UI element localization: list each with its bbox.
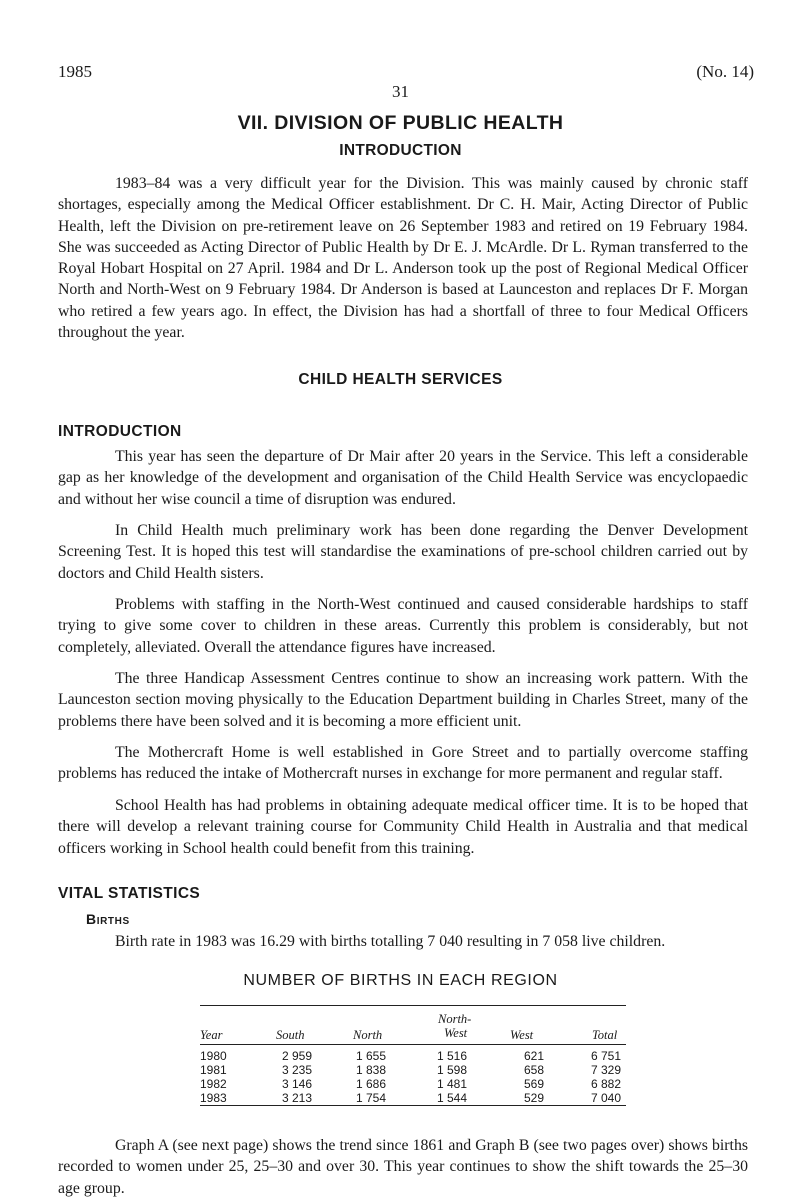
- row-1983-south: 3 213: [282, 1091, 313, 1105]
- row-1982-south: 3 146: [282, 1077, 313, 1091]
- child-health-title: CHILD HEALTH SERVICES: [298, 371, 503, 388]
- col-header-south: South: [276, 1028, 305, 1042]
- row-1982-west: 569: [524, 1077, 545, 1091]
- col-header-north: North: [353, 1028, 383, 1042]
- header-issue-number: (No. 14): [696, 62, 754, 81]
- row-1981-west: 658: [524, 1063, 545, 1077]
- row-1980-west: 621: [524, 1049, 545, 1063]
- row-1980-year: 1980: [200, 1049, 227, 1063]
- births-table-title: NUMBER OF BIRTHS IN EACH REGION: [243, 972, 558, 989]
- col-header-northwest-line2: West: [444, 1026, 468, 1040]
- col-header-total: Total: [592, 1028, 618, 1042]
- child-paragraph-5: The Mothercraft Home is well established in Gore Street and to partially overcome staffing problems has reduced the intake of Mothercraft nurses in exchange for more permanent and regular staff.: [58, 744, 748, 783]
- col-header-year: Year: [200, 1028, 223, 1042]
- row-1981-year: 1981: [200, 1063, 227, 1077]
- child-introduction-title: INTRODUCTION: [58, 423, 182, 440]
- row-1983-year: 1983: [200, 1091, 227, 1105]
- col-header-west: West: [510, 1028, 534, 1042]
- row-1983-total: 7 040: [591, 1091, 622, 1105]
- child-paragraph-4: The three Handicap Assessment Centres continue to show an increasing work pattern. With the Launceston section moving physically to the Education Department building in Charles Street, many of the problems there have been solved and it is becoming a more efficient unit.: [58, 670, 748, 730]
- child-paragraph-3: Problems with staffing in the North-West continued and caused considerable hardships to staff trying to give some cover to children in these areas. Currently this problem is considerably, but not completely, alleviated. Overall the attendance figures have increased.: [58, 596, 748, 656]
- row-1980-north: 1 655: [356, 1049, 387, 1063]
- row-1981-northwest: 1 598: [437, 1063, 468, 1077]
- row-1982-year: 1982: [200, 1077, 227, 1091]
- intro-paragraph: 1983–84 was a very difficult year for the Division. This was mainly caused by chronic staff shortages, especially among the Medical Officer establishment. Dr C. H. Mair, Acting Director of Public Health, left the Division on pre-retirement leave on 26 September 1983 and retired on 19 February 1984. She was succeeded as Acting Director of Public Health by Dr E. J. McArdle. Dr L. Ryman transferred to the Royal Hobart Hospital on 27 April. 1984 and Dr L. Anderson took up the post of Regional Medical Officer North and North-West on 9 February 1984. Dr Anderson is based at Launceston and replaces Dr F. Morgan who retired a few years ago. In effect, the Division has had a shortfall of three to four Medical Officers throughout the year.: [58, 175, 748, 342]
- births-summary: Birth rate in 1983 was 16.29 with births totalling 7 040 resulting in 7 058 live children.: [115, 933, 666, 950]
- row-1982-total: 6 882: [591, 1077, 622, 1091]
- division-title: VII. DIVISION OF PUBLIC HEALTH: [237, 112, 564, 134]
- row-1983-north: 1 754: [356, 1091, 387, 1105]
- row-1982-north: 1 686: [356, 1077, 387, 1091]
- child-paragraph-2: In Child Health much preliminary work has been done regarding the Denver Development Screening Test. It is hoped this test will standardise the examinations of pre-school children carried out by doctors and Child Health sisters.: [58, 522, 748, 582]
- row-1983-northwest: 1 544: [437, 1091, 468, 1105]
- child-paragraph-6: School Health has had problems in obtaining adequate medical officer time. It is to be hoped that there will develop a relevant training course for Community Child Health in Australia and that medical officers working in School health could benefit from this training.: [58, 797, 748, 857]
- table-bottom-rule: [200, 1105, 626, 1106]
- births-subheading: Births: [86, 911, 130, 927]
- row-1981-north: 1 838: [356, 1063, 387, 1077]
- table-header-rule: [200, 1044, 626, 1045]
- child-paragraph-1: This year has seen the departure of Dr Mair after 20 years in the Service. This left a considerable gap as her knowledge of the development and organisation of the Child Health Service was encyclopaedic and without her wise council a time of disruption was endured.: [58, 448, 748, 508]
- introduction-title: INTRODUCTION: [339, 142, 462, 159]
- row-1980-northwest: 1 516: [437, 1049, 468, 1063]
- closing-paragraph: Graph A (see next page) shows the trend since 1861 and Graph B (see two pages over) shows births recorded to women under 25, 25–30 and over 30. This year continues to show the shift towards the 25–30 age group.: [58, 1137, 748, 1197]
- row-1980-south: 2 959: [282, 1049, 313, 1063]
- header-year: 1985: [58, 62, 92, 81]
- vital-statistics-title: VITAL STATISTICS: [58, 885, 201, 902]
- row-1981-total: 7 329: [591, 1063, 622, 1077]
- row-1981-south: 3 235: [282, 1063, 313, 1077]
- row-1982-northwest: 1 481: [437, 1077, 468, 1091]
- page-number: 31: [392, 82, 409, 101]
- col-header-northwest-line1: North-: [438, 1012, 472, 1026]
- row-1983-west: 529: [524, 1091, 545, 1105]
- row-1980-total: 6 751: [591, 1049, 622, 1063]
- table-top-rule: [200, 1005, 626, 1006]
